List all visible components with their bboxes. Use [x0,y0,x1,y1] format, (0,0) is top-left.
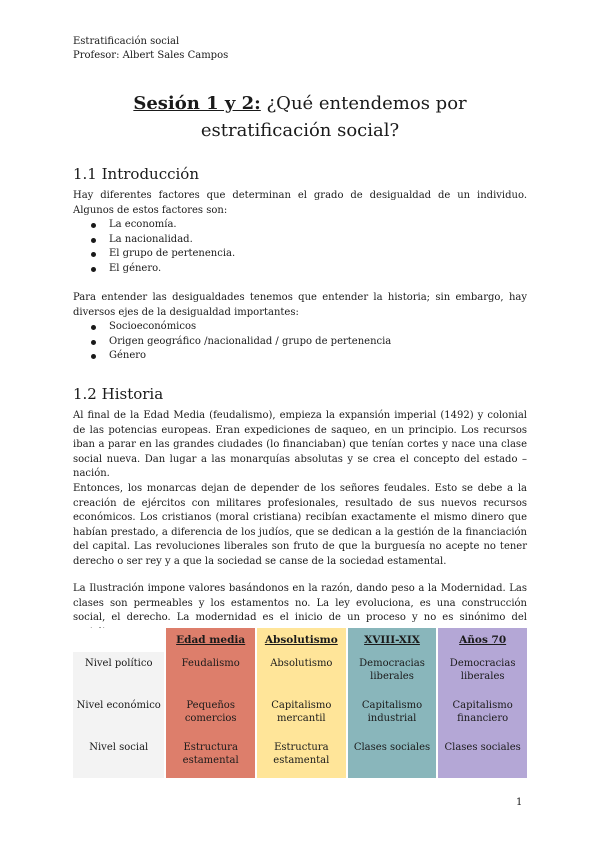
list-item: Socioeconómicos [73,320,391,335]
table-cell: Capitalismo financiero [438,694,527,736]
history-paragraph-2: Entonces, los monarcas dejan de depender de los señores feudales. Esto se debe a la creación de ejércitos con militares profesionales, resultado de sus nuevos recursos económicos. Los cristianos (moral cristiana) recibían exactamente el mismo dinero que habían prestado, a diferencia de los judíos, que se dedican a la gestión de la financiación del capital. Las revoluciones liberales son fruto de que la burguesía no acepte no tener derecho o ser rey y a que la sociedad se canse de la sociedad estamental. [73,483,527,567]
table-cell: Clases sociales [348,736,437,778]
table-header-row [73,628,527,652]
table-header-cell: XVIII-XIX [348,628,437,652]
history-paragraph-1: Al final de la Edad Media (feudalismo), empieza la expansión imperial (1492) y colonial de las potencias europeas. Eran expediciones de saqueo, en un principio. Los recursos iban a parar en las grandes ciudades (lo financiaban) que tenían cortes y nace una clase social nueva. Dan lugar a las monarquías absolutas y se crea el concepto del estado – nación. [73,410,527,479]
list-item: La economía. [73,218,235,233]
table-cell: Absolutismo [257,652,346,694]
table-cell: Estructura estamental [166,736,255,778]
table-header-cell: Edad media [166,628,255,652]
title-session: Sesión 1 y 2: [133,93,261,114]
table-row-label: Nivel económico [73,694,164,736]
table-cell: Capitalismo industrial [348,694,437,736]
professor-name: Profesor: Albert Sales Campos [73,50,229,61]
table-row [73,652,527,694]
table-row-label: Nivel político [73,652,164,694]
heading-historia: 1.2 Historia [73,385,164,403]
axes-list [73,320,391,364]
table-cell: Estructura estamental [257,736,346,778]
table-cell: Feudalismo [166,652,255,694]
table-cell: Democracias liberales [348,652,437,694]
list-item: La nacionalidad. [73,233,235,248]
table-row [73,736,527,778]
table-cell: Democracias liberales [438,652,527,694]
table-row [73,694,527,736]
intro-paragraph-1: Hay diferentes factores que determinan el grado de desigualdad de un individuo. Algunos de estos factores son: [73,190,527,216]
list-item: Género [73,349,391,364]
list-item: El género. [73,262,235,277]
page-number: 1 [516,797,523,808]
title-question-part2: estratificación social? [200,120,400,141]
course-name: Estratificación social [73,36,180,47]
history-comparison-table [73,628,527,778]
list-item: Origen geográfico /nacionalidad / grupo de pertenencia [73,335,391,350]
table-cell: Clases sociales [438,736,527,778]
page-title [73,90,527,144]
table-row-label: Nivel social [73,736,164,778]
table-header-cell [73,628,164,652]
list-item: El grupo de pertenencia. [73,247,235,262]
factors-list [73,218,235,276]
table-cell: Pequeños comercios [166,694,255,736]
table-cell: Capitalismo mercantil [257,694,346,736]
document-header [73,35,228,63]
history-paragraph-3: La Ilustración impone valores basándonos en la razón, dando peso a la Modernidad. Las clases son permeables y los estamentos no. La ley evoluciona, es una construcción social, el derecho. La modernidad es el inicio de un proceso y no es sinónimo del [73,583,527,623]
intro-paragraph-2: Para entender las desigualdades tenemos que entender la historia; sin embargo, hay diversos ejes de la desigualdad importantes: [73,292,527,318]
title-question-part1: ¿Qué entendemos por [260,93,467,114]
table-header-cell: Absolutismo [257,628,346,652]
heading-introduccion: 1.1 Introducción [73,165,199,183]
table-header-cell: Años 70 [438,628,527,652]
